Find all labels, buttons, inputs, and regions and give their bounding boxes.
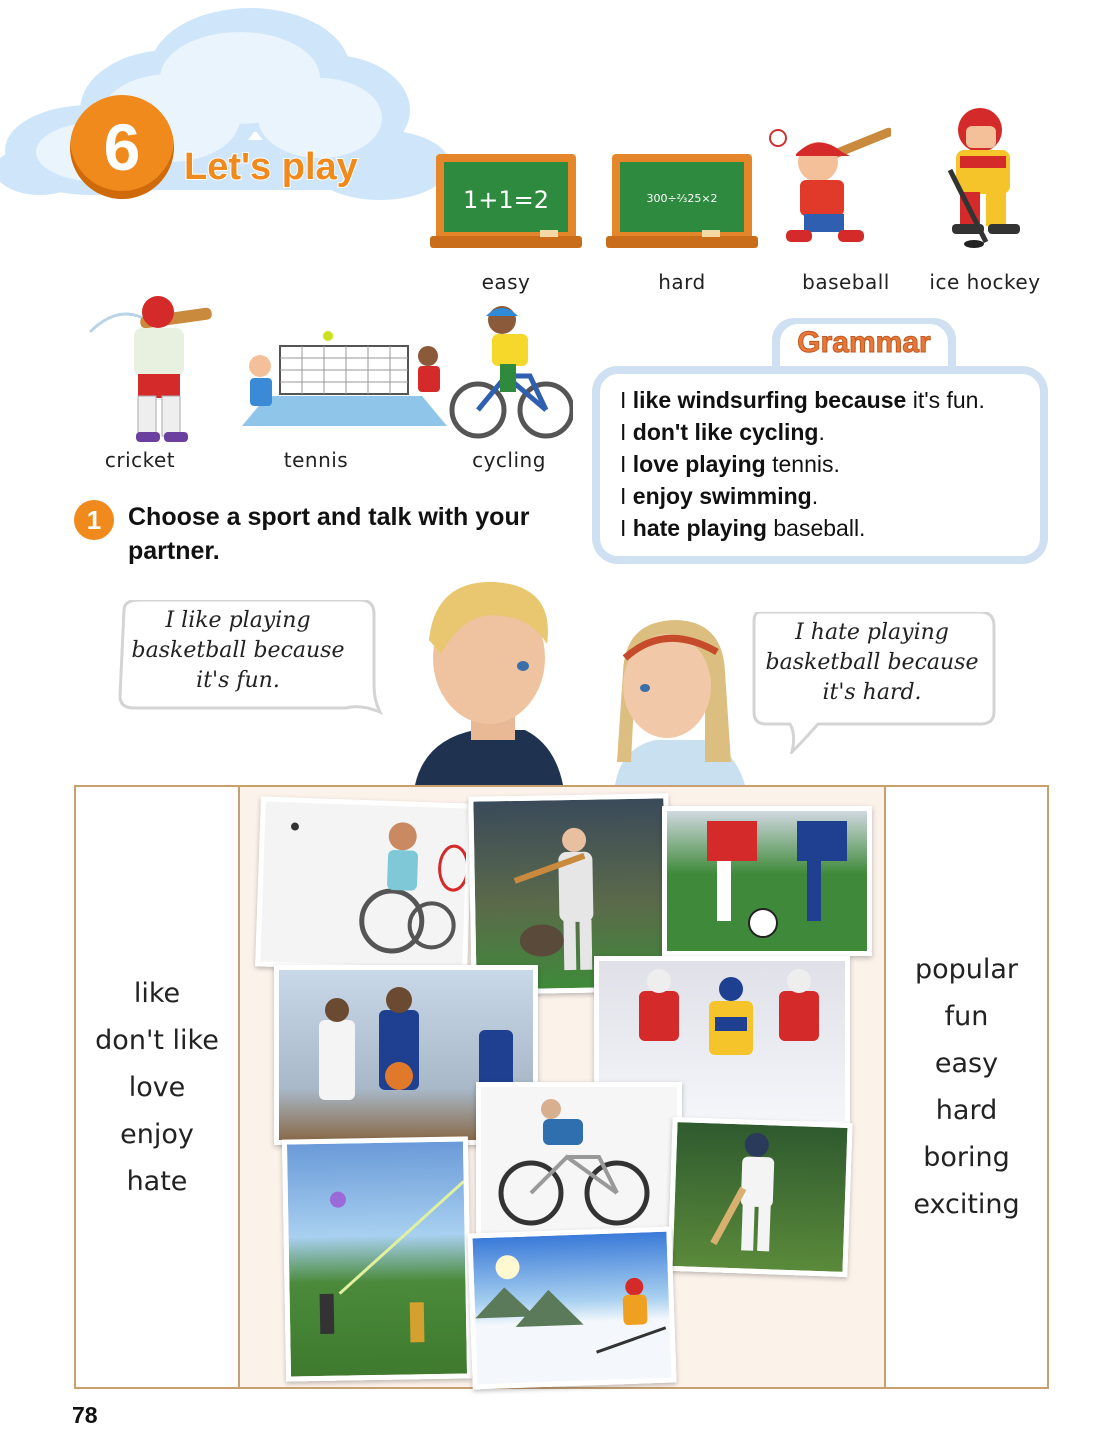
label-cricket: cricket — [104, 448, 176, 472]
chalkboard-easy-icon — [430, 150, 585, 255]
verbs-list — [76, 970, 238, 1205]
verb-enjoy: enjoy — [120, 1119, 194, 1150]
bubble-right-line-3: it's hard. — [822, 680, 922, 705]
task-instruction: Choose a sport and talk with your partner. — [128, 503, 530, 565]
grammar-line-5: I hate playing baseball. — [620, 515, 866, 541]
boy-photo — [405, 570, 565, 785]
adjective-easy: easy — [934, 1048, 999, 1079]
verb-like: like — [133, 978, 181, 1009]
tennis-players-icon — [232, 326, 457, 436]
cycling-photo — [476, 1082, 682, 1240]
task-number: 1 — [86, 505, 102, 535]
unit-number: 6 — [103, 110, 141, 184]
grammar-line-3: I love playing tennis. — [620, 451, 840, 477]
skiing-photo — [467, 1226, 676, 1389]
adjective-boring: boring — [923, 1142, 1010, 1173]
label-baseball: baseball — [802, 270, 890, 294]
adjective-popular: popular — [914, 954, 1019, 985]
verb-love: love — [128, 1072, 186, 1103]
page-number: 78 — [72, 1402, 98, 1428]
adjective-hard: hard — [935, 1095, 998, 1126]
grammar-title: Grammar — [797, 326, 931, 359]
wheelchair-tennis-photo — [255, 796, 473, 973]
unit-title: Let's play — [184, 146, 358, 188]
girl-photo — [605, 612, 750, 785]
grammar-sentences — [620, 384, 985, 544]
volleyball-photo — [282, 1136, 472, 1381]
cricket-player-icon — [80, 292, 220, 447]
ice-hockey-player-icon — [930, 100, 1040, 250]
chalkboard-hard-text: 300÷⅔25×2 — [646, 192, 718, 205]
baseball-player-icon — [766, 118, 891, 253]
speech-bubble-right-text — [756, 618, 988, 708]
label-ice-hockey: ice hockey — [929, 270, 1041, 294]
adjective-fun: fun — [944, 1001, 989, 1032]
grammar-line-4: I enjoy swimming. — [620, 483, 819, 509]
football-photo — [662, 806, 872, 956]
cricket-photo — [667, 1117, 852, 1277]
chalkboard-hard-icon — [606, 150, 761, 255]
grammar-line-1: I like windsurfing because it's fun. — [620, 387, 985, 413]
label-hard: hard — [658, 270, 706, 294]
chalkboard-easy-text: 1+1=2 — [462, 186, 550, 214]
label-tennis: tennis — [283, 448, 349, 472]
bubble-left-line-2: basketball because — [131, 638, 345, 663]
verb-dont-like: don't like — [95, 1025, 219, 1056]
adjectives-list — [886, 946, 1047, 1228]
label-cycling: cycling — [472, 448, 546, 472]
adjective-exciting: exciting — [913, 1189, 1020, 1220]
speech-bubble-left-text — [118, 606, 358, 696]
bubble-left-line-3: it's fun. — [196, 668, 280, 693]
bubble-left-line-1: I like playing — [165, 608, 311, 633]
label-easy: easy — [481, 270, 531, 294]
verb-hate: hate — [126, 1166, 188, 1197]
cyclist-icon — [448, 298, 573, 443]
bubble-right-line-2: basketball because — [765, 650, 979, 675]
grammar-line-2: I don't like cycling. — [620, 419, 825, 445]
bubble-right-line-1: I hate playing — [795, 620, 949, 645]
